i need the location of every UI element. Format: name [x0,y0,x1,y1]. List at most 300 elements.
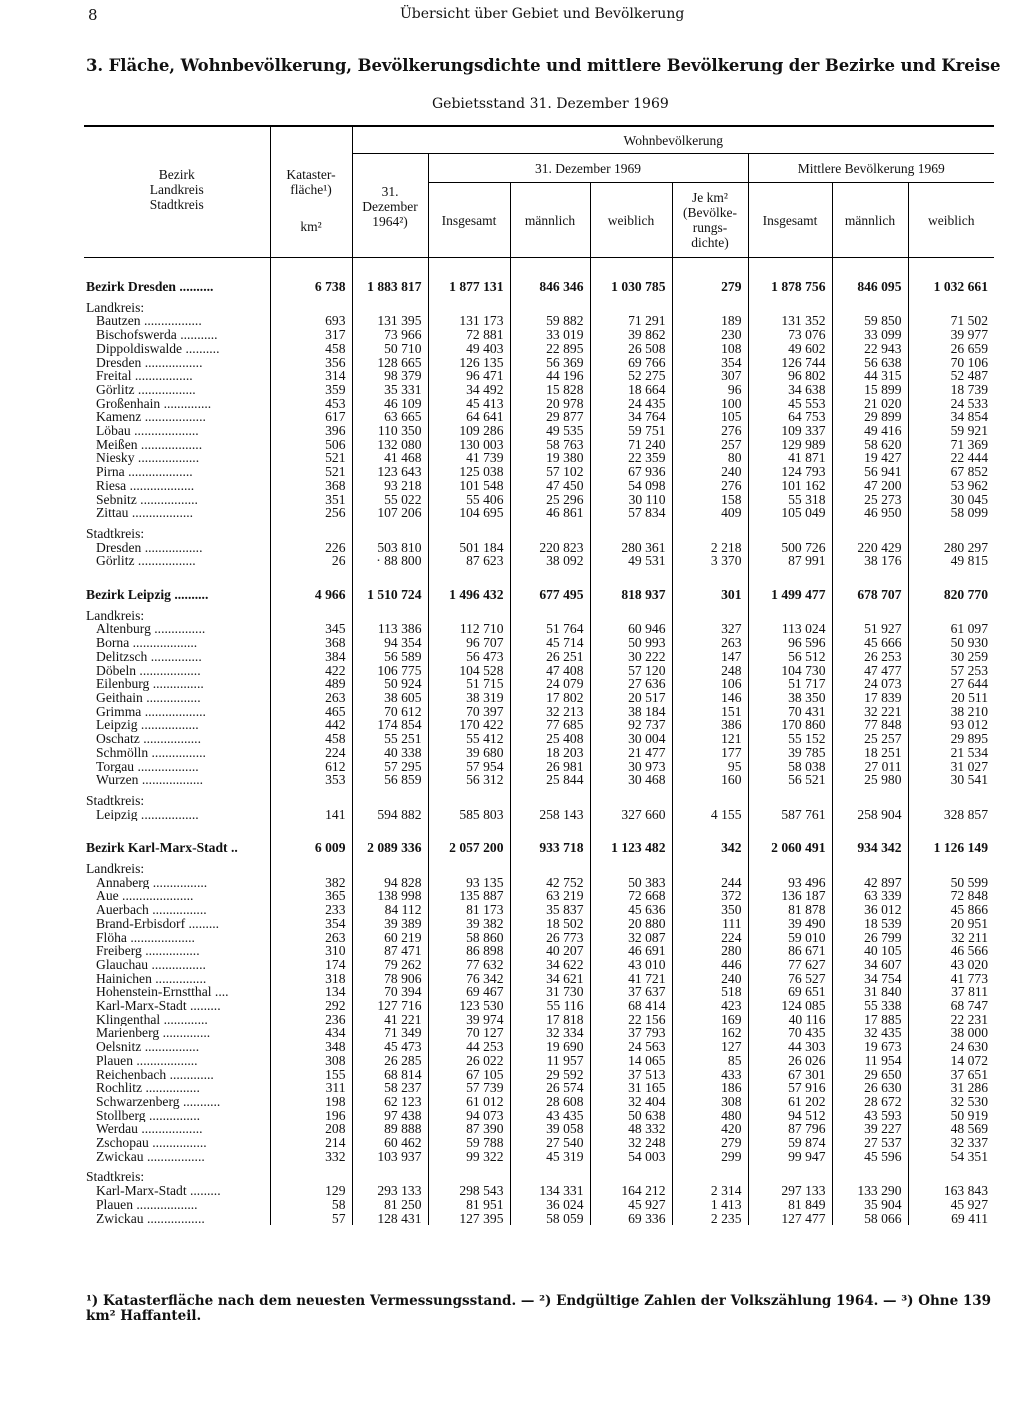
cell-value: 51 715 [428,677,510,691]
cell-value: 31 027 [908,760,994,774]
cell-value: 22 359 [590,451,672,465]
table-row [84,760,994,774]
cell-value: 34 638 [748,383,832,397]
area-name-text: Stadtkreis: [86,525,145,541]
area-name [84,554,270,568]
col-header-flaeche-unit: km² [300,219,322,234]
cell-value: 54 003 [590,1150,672,1164]
leader-dots: .................. [133,1053,198,1068]
cell-value: 617 [270,410,352,424]
cell-value: 19 427 [832,451,908,465]
leader-dots: ................. [137,807,199,822]
cell-value: 39 680 [428,746,510,760]
cell-value: 2 218 [672,541,748,555]
cell-value: 28 672 [832,1095,908,1109]
cell-value: 94 354 [352,636,428,650]
cell-value: 224 [270,746,352,760]
cell-value: 27 636 [590,677,672,691]
cell-value: 21 477 [590,746,672,760]
cell-value: 136 187 [748,889,832,903]
leader-dots: .................. [141,704,206,719]
cell-value: 51 764 [510,622,590,636]
cell-value [908,1163,994,1184]
cell-value: 107 206 [352,506,428,520]
group-label-row [84,1163,994,1184]
cell-value: 198 [270,1095,352,1109]
cell-value: 104 528 [428,664,510,678]
cell-value: 81 849 [748,1198,832,1212]
table-row [84,732,994,746]
cell-value: 39 977 [908,328,994,342]
cell-value: 129 989 [748,438,832,452]
table-row [84,808,994,822]
cell-value: 63 219 [510,889,590,903]
cell-value: 38 605 [352,691,428,705]
area-name-text: Oelsnitz [96,1040,142,1054]
cell-value: 134 [270,985,352,999]
cell-value: 1 032 661 [908,258,994,294]
cell-value: 50 993 [590,636,672,650]
cell-value: 69 651 [748,985,832,999]
cell-value [908,294,994,315]
group-label [84,520,270,541]
leader-dots: ................. [141,540,203,555]
leader-dots: ............. [166,1067,214,1082]
leader-dots: ................. [143,1149,205,1164]
leader-dots: .................. [134,759,199,774]
area-name-text: Auerbach [96,903,149,917]
cell-value: 130 003 [428,438,510,452]
cell-value: 58 066 [832,1212,908,1226]
cell-value: 396 [270,424,352,438]
cell-value: 1 413 [672,1198,748,1212]
cell-value: 27 537 [832,1136,908,1150]
cell-value: 40 116 [748,1013,832,1027]
cell-value: 32 087 [590,931,672,945]
cell-value: 42 752 [510,876,590,890]
area-name [84,328,270,342]
cell-value: 29 592 [510,1068,590,1082]
cell-value: 314 [270,369,352,383]
cell-value: 55 406 [428,493,510,507]
cell-value: 47 477 [832,664,908,678]
cell-value: 50 599 [908,876,994,890]
cell-value: 131 173 [428,314,510,328]
cell-value: 99 947 [748,1150,832,1164]
table-subtitle: Gebietsstand 31. Dezember 1969 [432,96,669,112]
cell-value: 240 [672,972,748,986]
cell-value [908,602,994,623]
area-name [84,1054,270,1068]
table-row [84,903,994,917]
cell-value: 32 248 [590,1136,672,1150]
cell-value: 138 998 [352,889,428,903]
cell-value: 1 883 817 [352,258,428,294]
cell-value: 45 927 [908,1198,994,1212]
cell-value: 77 632 [428,958,510,972]
cell-value: 131 352 [748,314,832,328]
cell-value: 70 435 [748,1026,832,1040]
leader-dots: ........... [176,328,218,342]
cell-value: 77 627 [748,958,832,972]
cell-value: 56 589 [352,650,428,664]
cell-value: 72 848 [908,889,994,903]
cell-value [270,602,352,623]
cell-value [832,294,908,315]
cell-value: 26 630 [832,1081,908,1095]
cell-value: 59 874 [748,1136,832,1150]
area-name [84,1040,270,1054]
cell-value: 177 [672,746,748,760]
cell-value: 22 231 [908,1013,994,1027]
cell-value: 26 773 [510,931,590,945]
cell-value: 131 395 [352,314,428,328]
area-name-text: Leipzig [96,807,138,822]
cell-value: 26 508 [590,342,672,356]
cell-value: 32 435 [832,1026,908,1040]
col-header-m-maennlich: männlich [832,183,908,258]
cell-value [270,1163,352,1184]
cell-value: 20 517 [590,691,672,705]
leader-dots: ................... [129,636,198,650]
area-name-text: Brand-Erbisdorf [96,916,186,931]
leader-dots: .................. [137,437,203,452]
cell-value: 58 059 [510,1212,590,1226]
table-row [84,1040,994,1054]
cell-value: 71 502 [908,314,994,328]
cell-value: 45 553 [748,397,832,411]
cell-value: 420 [672,1122,748,1136]
cell-value: 123 643 [352,465,428,479]
leader-dots: ........... [179,1094,221,1109]
cell-value: 151 [672,705,748,719]
cell-value: 47 200 [832,479,908,493]
cell-value: 77 848 [832,718,908,732]
cell-value: 34 854 [908,410,994,424]
table-row [84,718,994,732]
cell-value: 39 382 [428,917,510,931]
cell-value: 2 235 [672,1212,748,1226]
area-name-text: Dippoldiswalde [96,341,183,356]
area-name [84,493,270,507]
cell-value: 11 957 [510,1054,590,1068]
cell-value: 87 991 [748,554,832,568]
leader-dots: ............. [160,1012,208,1027]
running-title: Übersicht über Gebiet und Bevölkerung [400,6,685,22]
leader-dots: ................ [149,875,208,890]
cell-value: 129 [270,1184,352,1198]
cell-value: 409 [672,506,748,520]
cell-value: 25 296 [510,493,590,507]
cell-value: 56 521 [748,773,832,787]
cell-value: 359 [270,383,352,397]
cell-value: 63 339 [832,889,908,903]
leader-dots: ................... [126,930,195,945]
cell-value: 113 386 [352,622,428,636]
cell-value: 26 026 [748,1054,832,1068]
cell-value: 45 473 [352,1040,428,1054]
cell-value: 132 080 [352,438,428,452]
cell-value: 87 390 [428,1122,510,1136]
cell-value: 67 936 [590,465,672,479]
col-header-maennlich: männlich [510,183,590,258]
leader-dots: ................ [148,745,206,760]
area-name [84,1068,270,1082]
cell-value: 67 105 [428,1068,510,1082]
area-name-text: Landkreis: [86,299,145,315]
cell-value: 1 126 149 [908,821,994,855]
cell-value: 46 109 [352,397,428,411]
cell-value: 299 [672,1150,748,1164]
cell-value: 446 [672,958,748,972]
cell-value: 31 730 [510,985,590,999]
cell-value [428,294,510,315]
cell-value: 248 [672,664,748,678]
cell-value: 26 659 [908,342,994,356]
cell-value: 57 834 [590,506,672,520]
cell-value: 58 620 [832,438,908,452]
cell-value: 39 490 [748,917,832,931]
cell-value: 594 882 [352,808,428,822]
leader-dots: .................. [134,451,200,466]
area-name [84,314,270,328]
group-label [84,787,270,808]
area-name-text: Freital [96,369,132,383]
cell-value: 518 [672,985,748,999]
leader-dots: ............... [150,622,206,637]
cell-value: 26 799 [832,931,908,945]
cell-value: 98 379 [352,369,428,383]
cell-value: 61 097 [908,622,994,636]
cell-value [748,855,832,876]
cell-value: 18 664 [590,383,672,397]
cell-value: 20 511 [908,691,994,705]
cell-value: 34 621 [510,972,590,986]
cell-value: 40 338 [352,746,428,760]
cell-value [428,787,510,808]
cell-value: 56 638 [832,356,908,370]
area-name [84,1109,270,1123]
leader-dots: ................. [140,314,202,329]
area-name-text: Sebnitz [96,492,137,507]
cell-value: 70 106 [908,356,994,370]
table-row [84,1212,994,1226]
cell-value: 58 763 [510,438,590,452]
cell-value: 33 099 [832,328,908,342]
cell-value: 678 707 [832,568,908,602]
cell-value: 1 877 131 [428,258,510,294]
cell-value: 52 275 [590,369,672,383]
cell-value [270,855,352,876]
area-name [84,1212,270,1226]
cell-value: 501 184 [428,541,510,555]
cell-value [832,855,908,876]
cell-value: 45 666 [832,636,908,650]
leader-dots: .................. [128,506,194,520]
col-header-1964-label: 31. Dezember 1964²) [362,184,418,229]
cell-value: 2 089 336 [352,821,428,855]
cell-value: 18 203 [510,746,590,760]
table-row [84,650,994,664]
cell-value: 279 [672,258,748,294]
cell-value: 55 338 [832,999,908,1013]
cell-value: 4 966 [270,568,352,602]
cell-value: 174 [270,958,352,972]
leader-dots: ................... [124,465,193,479]
cell-value: 4 155 [672,808,748,822]
cell-value: 32 211 [908,931,994,945]
cell-value: 57 916 [748,1081,832,1095]
area-name [84,424,270,438]
cell-value: 48 569 [908,1122,994,1136]
cell-value [352,787,428,808]
cell-value: 35 904 [832,1198,908,1212]
cell-value: 50 930 [908,636,994,650]
cell-value: 81 250 [352,1198,428,1212]
cell-value [270,520,352,541]
cell-value: 42 897 [832,876,908,890]
table-body [84,258,994,1226]
area-name [84,383,270,397]
cell-value: 453 [270,397,352,411]
area-name-text: Karl-Marx-Stadt [96,1184,187,1198]
cell-value: 67 852 [908,465,994,479]
cell-value: 318 [270,972,352,986]
cell-value: 79 262 [352,958,428,972]
cell-value: 26 [270,554,352,568]
cell-value: 87 796 [748,1122,832,1136]
cell-value: 109 337 [748,424,832,438]
leader-dots: ................ [142,1081,200,1095]
cell-value: 17 802 [510,691,590,705]
table-row [84,622,994,636]
cell-value: 256 [270,506,352,520]
cell-value: 384 [270,650,352,664]
cell-value: 18 502 [510,917,590,931]
leader-dots: ................ [141,1040,200,1054]
cell-value: 22 444 [908,451,994,465]
cell-value: 96 596 [748,636,832,650]
col-header-insgesamt: Insgesamt [428,183,510,258]
area-name-text: Oschatz [96,732,140,746]
cell-value: 31 286 [908,1081,994,1095]
population-table [84,125,994,1225]
leader-dots: ................... [126,478,195,493]
area-name-text: Kamenz [96,410,142,425]
table-row [84,746,994,760]
cell-value: 56 473 [428,650,510,664]
cell-value: 2 057 200 [428,821,510,855]
cell-value: 32 334 [510,1026,590,1040]
cell-value: 27 644 [908,677,994,691]
cell-value: 39 785 [748,746,832,760]
cell-value: 25 408 [510,732,590,746]
cell-value: 818 937 [590,568,672,602]
cell-value: 71 240 [590,438,672,452]
cell-value: 146 [672,691,748,705]
area-name-text: Grimma [96,704,142,719]
cell-value: 46 950 [832,506,908,520]
cell-value: 18 251 [832,746,908,760]
cell-value [590,1163,672,1184]
area-name [84,465,270,479]
cell-value: 64 753 [748,410,832,424]
col-header-dichte: Je km² (Bevölke- rungs- dichte) [672,183,748,258]
cell-value: 18 739 [908,383,994,397]
cell-value [590,520,672,541]
cell-value: 101 162 [748,479,832,493]
cell-value: 45 927 [590,1198,672,1212]
table-row [84,1026,994,1040]
area-name [84,410,270,424]
cell-value: 351 [270,493,352,507]
cell-value: 14 072 [908,1054,994,1068]
cell-value: 30 110 [590,493,672,507]
leader-dots: .................. [138,773,204,787]
area-name-text: Torgau [96,759,135,774]
cell-value: 85 [672,1054,748,1068]
cell-value: 356 [270,356,352,370]
cell-value: 36 012 [832,903,908,917]
area-name [84,732,270,746]
cell-value: 24 563 [590,1040,672,1054]
table-row [84,931,994,945]
area-name-text: Freiberg [96,944,142,958]
cell-value [832,602,908,623]
cell-value [672,602,748,623]
area-name [84,451,270,465]
cell-value: 257 [672,438,748,452]
cell-value: 94 512 [748,1109,832,1123]
table-row [84,1109,994,1123]
cell-value: 56 512 [748,650,832,664]
cell-value: 32 213 [510,705,590,719]
cell-value: 2 314 [672,1184,748,1198]
cell-value: 14 065 [590,1054,672,1068]
cell-value: 58 237 [352,1081,428,1095]
table-row [84,541,994,555]
col-header-wohnbevoelkerung: Wohnbevölkerung [352,126,994,154]
area-name-text: Dresden [96,540,142,555]
area-name [84,889,270,903]
cell-value: 38 350 [748,691,832,705]
cell-value: 134 331 [510,1184,590,1198]
cell-value: 27 540 [510,1136,590,1150]
cell-value: 47 408 [510,664,590,678]
cell-value: 49 535 [510,424,590,438]
cell-value [748,787,832,808]
area-name-text: Görlitz [96,382,135,397]
area-name-text: Stadtkreis: [86,792,145,808]
table-row [84,705,994,719]
cell-value: 25 273 [832,493,908,507]
cell-value [908,787,994,808]
cell-value: 41 773 [908,972,994,986]
cell-value: 56 941 [832,465,908,479]
footnote: ¹) Katasterfläche nach dem neuesten Vermessungsstand. — ²) Endgültige Zahlen der Volkszählung 1964. — ³) Ohne 139 km² Haffanteil. [86,1293,992,1324]
cell-value: 105 [672,410,748,424]
cell-value: 500 726 [748,541,832,555]
area-name-text: Zschopau [96,1136,149,1150]
cell-value: 233 [270,903,352,917]
cell-value: 26 022 [428,1054,510,1068]
cell-value: 208 [270,1122,352,1136]
cell-value: 49 403 [428,342,510,356]
cell-value: 106 [672,677,748,691]
area-name-text: Schmölln [96,745,149,760]
cell-value: 57 739 [428,1081,510,1095]
table-row [84,465,994,479]
